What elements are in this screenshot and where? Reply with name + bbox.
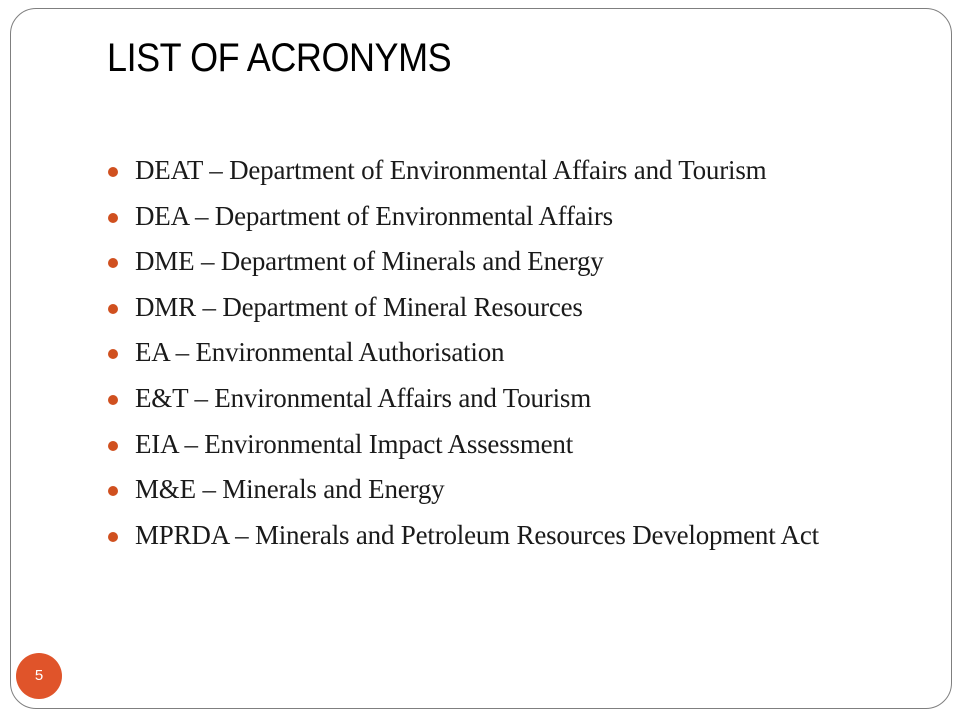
list-item-text: DMR – Department of Mineral Resources bbox=[135, 291, 583, 322]
bullet-icon bbox=[108, 349, 118, 359]
list-item bbox=[107, 154, 907, 186]
bullet-icon bbox=[108, 213, 118, 223]
list-item bbox=[107, 382, 907, 414]
bullet-icon bbox=[108, 441, 118, 451]
list-item-text: DEA – Department of Environmental Affairs bbox=[135, 200, 613, 231]
list-item-text: M&E – Minerals and Energy bbox=[135, 474, 445, 505]
list-item-text: E&T – Environmental Affairs and Tourism bbox=[135, 382, 591, 413]
acronym-list bbox=[107, 154, 907, 564]
list-item bbox=[107, 519, 907, 551]
list-item bbox=[107, 428, 907, 460]
list-item bbox=[107, 473, 907, 505]
bullet-icon bbox=[108, 395, 118, 405]
list-item-text: DME – Department of Minerals and Energy bbox=[135, 246, 604, 277]
bullet-icon bbox=[108, 304, 118, 314]
bullet-icon bbox=[108, 167, 118, 177]
list-item-text: DEAT – Department of Environmental Affairs and Tourism bbox=[135, 155, 767, 185]
bullet-icon bbox=[108, 532, 118, 542]
page-number-badge: 5 bbox=[16, 653, 62, 699]
list-item-text: EIA – Environmental Impact Assessment bbox=[135, 428, 574, 459]
slide-title: LIST OF ACRONYMS bbox=[107, 36, 452, 80]
list-item bbox=[107, 200, 907, 232]
list-item-text: EA – Environmental Authorisation bbox=[135, 337, 505, 368]
bullet-icon bbox=[108, 486, 118, 496]
list-item bbox=[107, 336, 907, 368]
list-item bbox=[107, 291, 907, 323]
bullet-icon bbox=[108, 258, 118, 268]
list-item bbox=[107, 245, 907, 277]
list-item-text: MPRDA – Minerals and Petroleum Resources Development Act bbox=[135, 519, 819, 550]
